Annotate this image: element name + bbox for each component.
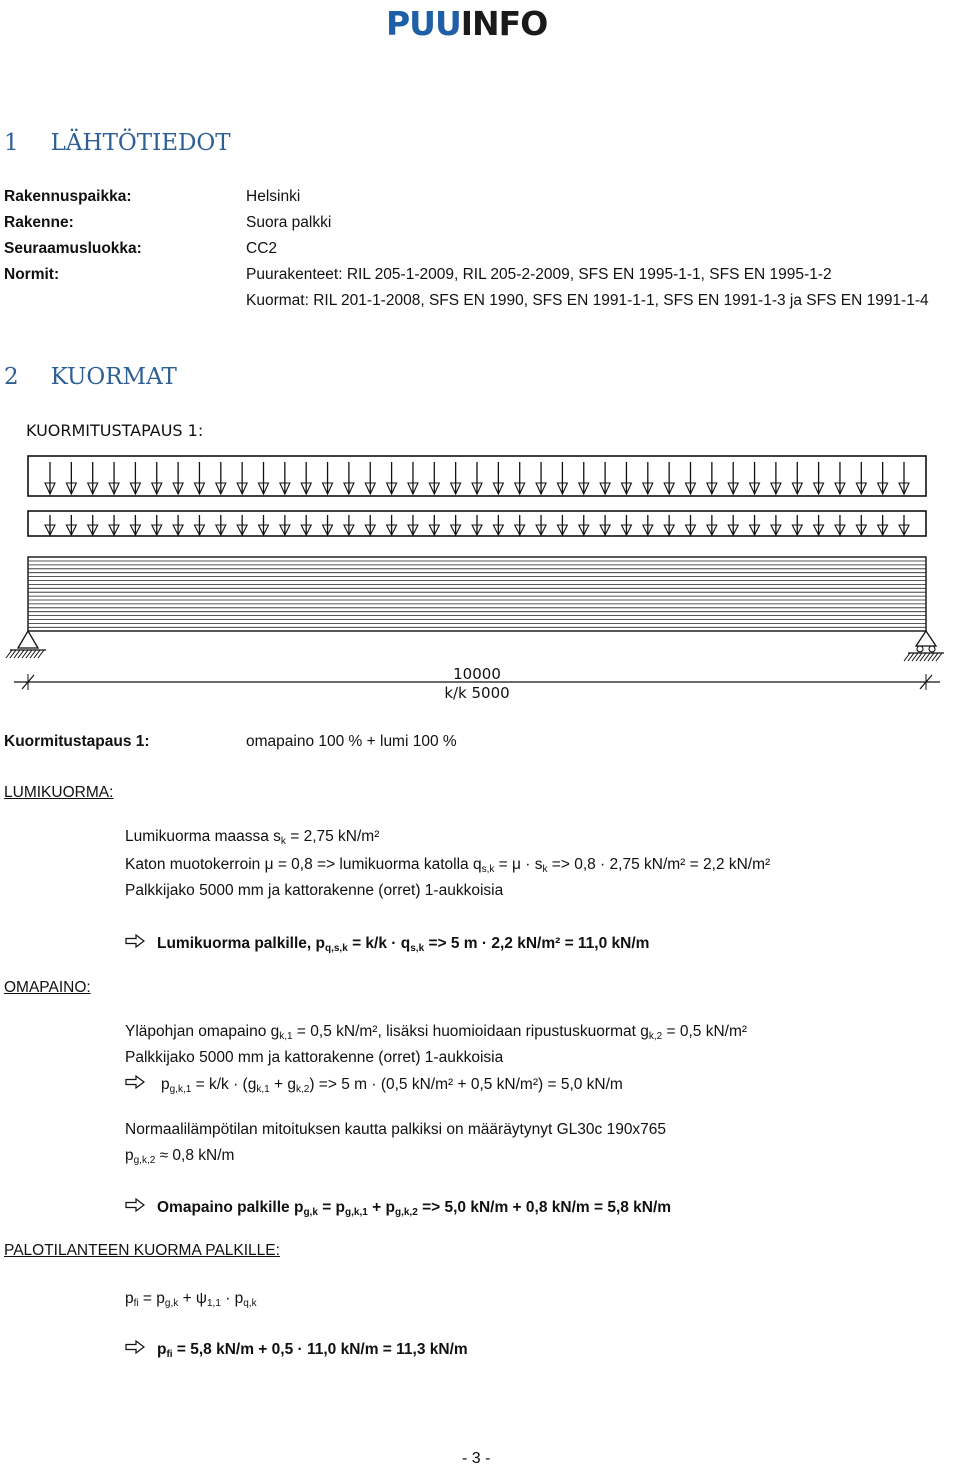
snow-load-arrow: [899, 462, 909, 494]
dead-load-arrow: [152, 515, 162, 535]
snow-load-arrow: [408, 462, 418, 494]
snow-roof-line: Katon muotokerroin μ = 0,8 => lumikuorma katolla $q_{s,k} = \mu \cdot s_k => 0,8 \cdot 2,75$ kN/m² = 2,2 kN/m²: [125, 856, 771, 875]
dead-load-arrow: [130, 515, 140, 535]
dead-load-arrow: [45, 515, 55, 535]
dead-load-arrow: [387, 515, 397, 535]
dead-load-arrow: [707, 515, 717, 535]
snow-heading: LUMIKUORMA:: [4, 784, 114, 801]
snow-load-arrow: [686, 462, 696, 494]
dead-load-arrow: [600, 515, 610, 535]
dead-load-arrow: [557, 515, 567, 535]
section-1-heading: [4, 130, 231, 156]
snow-load-arrow: [259, 462, 269, 494]
snow-load-arrow: [216, 462, 226, 494]
dead-load-arrow: [792, 515, 802, 535]
dead-spacing-line: Palkkijako 5000 mm ja kattorakenne (orret) 1-aukkoisia: [125, 1049, 504, 1066]
snow-load-arrow: [643, 462, 653, 494]
snow-load-arrow: [515, 462, 525, 494]
snow-load-arrow: [429, 462, 439, 494]
snow-load-arrow: [88, 462, 98, 494]
span-label: 10000: [453, 665, 501, 683]
dead-load-arrow: [323, 515, 333, 535]
info-label: Rakenne:: [4, 214, 74, 231]
snow-load-arrow: [194, 462, 204, 494]
info-value-continued: Kuormat: RIL 201-1-2008, SFS EN 1990, SFS EN 1991-1-1, SFS EN 1991-1-3 ja SFS EN 1991-1-4: [246, 292, 929, 309]
snow-load-arrow: [878, 462, 888, 494]
snow-load-arrow: [130, 462, 140, 494]
section-number: 1: [4, 130, 19, 156]
info-value: Puurakenteet: RIL 205-1-2009, RIL 205-2-2009, SFS EN 1995-1-1, SFS EN 1995-1-2: [246, 266, 832, 283]
dead-load-arrow: [237, 515, 247, 535]
section-title: LÄHTÖTIEDOT: [50, 130, 231, 156]
snow-load-arrow: [557, 462, 567, 494]
snow-load-arrow: [536, 462, 546, 494]
dead-load-arrow: [344, 515, 354, 535]
snow-load-arrow: [579, 462, 589, 494]
dead-load-arrow: [621, 515, 631, 535]
snow-spacing-line: Palkkijako 5000 mm ja kattorakenne (orret) 1-aukkoisia: [125, 882, 504, 899]
snow-load-arrow: [856, 462, 866, 494]
snow-load-arrow: [280, 462, 290, 494]
beam-selfweight-line: $p_{g,k,2} \approx 0,8$ kN/m: [125, 1147, 235, 1166]
dead-load-arrow: [728, 515, 738, 535]
info-value: CC2: [246, 240, 278, 257]
drawing-case-title: KUORMITUSTAPAUS 1:: [26, 421, 204, 440]
dead-load-arrow: [686, 515, 696, 535]
dead-load-arrow: [664, 515, 674, 535]
dead-load-arrow: [878, 515, 888, 535]
snow-ground-line: Lumikuorma maassa $s_k = 2,75$ kN/m²: [125, 828, 380, 847]
dead-load-arrow: [301, 515, 311, 535]
fire-heading: PALOTILANTEEN KUORMA PALKILLE:: [4, 1242, 280, 1259]
result-arrow-icon: [125, 1340, 151, 1359]
load-case-value: omapaino 100 % + lumi 100 %: [246, 733, 457, 750]
section-2-heading: [4, 364, 177, 390]
dead-load-arrow: [899, 515, 909, 535]
info-label: Normit:: [4, 266, 60, 283]
info-value: Suora palkki: [246, 214, 332, 231]
snow-load-arrow: [472, 462, 482, 494]
left-support: [6, 631, 46, 658]
info-value: Helsinki: [246, 188, 301, 205]
info-label: Rakennuspaikka:: [4, 188, 132, 205]
info-label: Seuraamusluokka:: [4, 240, 142, 257]
spacing-label: k/k 5000: [444, 684, 510, 702]
snow-load-arrow: [451, 462, 461, 494]
snow-load-arrow: [109, 462, 119, 494]
snow-load-arrow: [792, 462, 802, 494]
dead-load-band: [28, 511, 926, 536]
load-case-drawing: [0, 412, 960, 707]
dead-load-arrow: [109, 515, 119, 535]
dead-load-arrow: [216, 515, 226, 535]
beam-size-line: Normaalilämpötilan mitoituksen kautta palkiksi on määräytynyt GL30c 190x765: [125, 1121, 667, 1138]
fire-result: $p_{fi} = 5,8$ kN/m + 0,5 · 11,0 kN/m = 11,3 kN/m: [125, 1340, 468, 1359]
dead-load-arrow: [515, 515, 525, 535]
snow-result: Lumikuorma palkille, $p_{q,s,k} = k/k \cdot q_{s,k} => 5$ m · 2,2 kN/m² = 11,0 kN/m: [125, 934, 649, 953]
snow-load-arrow: [237, 462, 247, 494]
puuinfo-logo: PUUINFO: [386, 4, 548, 43]
snow-load-arrow: [621, 462, 631, 494]
result-arrow-icon: [125, 1198, 151, 1217]
dead-load-arrow: [579, 515, 589, 535]
snow-load-arrow: [493, 462, 503, 494]
glulam-beam: [28, 557, 926, 631]
snow-load-arrow: [152, 462, 162, 494]
dead-load-arrow: [493, 515, 503, 535]
dead-load-arrow: [280, 515, 290, 535]
dead-load-arrow: [66, 515, 76, 535]
dead-roof-line: Yläpohjan omapaino $g_{k,1} = 0,5$ kN/m², lisäksi huomioidaan ripustuskuormat $g_{k,2} = 0,5$ kN/m²: [125, 1023, 748, 1042]
dead-load-arrow: [88, 515, 98, 535]
load-case-label: Kuormitustapaus 1:: [4, 733, 150, 750]
dead-load-arrow: [365, 515, 375, 535]
dead-heading: OMAPAINO:: [4, 979, 91, 996]
snow-load-arrow: [387, 462, 397, 494]
page-number: - 3 -: [462, 1450, 491, 1467]
snow-load-arrow: [835, 462, 845, 494]
dead-load-arrow: [259, 515, 269, 535]
section-title: KUORMAT: [50, 364, 177, 390]
result-arrow-icon: [125, 934, 151, 953]
right-support: [904, 631, 944, 661]
snow-load-arrow: [323, 462, 333, 494]
snow-load-arrow: [600, 462, 610, 494]
dead-load-arrow: [194, 515, 204, 535]
dead-load-arrow: [451, 515, 461, 535]
dead-load-arrow: [536, 515, 546, 535]
fire-formula: $p_{fi} = p_{g,k} + \psi_{1,1} \cdot p_{q,k}$: [125, 1290, 257, 1309]
snow-load-arrow: [301, 462, 311, 494]
snow-load-arrow: [814, 462, 824, 494]
snow-load-arrow: [707, 462, 717, 494]
dead-load-arrow: [835, 515, 845, 535]
result-arrow-icon: [125, 1075, 151, 1094]
dead-load-arrow: [408, 515, 418, 535]
dead-load-arrow: [771, 515, 781, 535]
dead-load-arrow: [472, 515, 482, 535]
snow-load-arrow: [173, 462, 183, 494]
snow-load-band: [28, 456, 926, 496]
snow-load-arrow: [45, 462, 55, 494]
dead-load-arrow: [643, 515, 653, 535]
snow-load-arrow: [664, 462, 674, 494]
dead-load-arrow: [814, 515, 824, 535]
snow-load-arrow: [66, 462, 76, 494]
snow-load-arrow: [728, 462, 738, 494]
dead-load-arrow: [750, 515, 760, 535]
dead-result: Omapaino palkille $p_{g,k} = p_{g,k,1} + p_{g,k,2} => 5,0$ kN/m + 0,8 kN/m = 5,8 kN/m: [125, 1198, 671, 1217]
snow-load-arrow: [344, 462, 354, 494]
section-number: 2: [4, 364, 19, 390]
dead-load-arrow: [173, 515, 183, 535]
snow-load-arrow: [771, 462, 781, 494]
dead-load-arrow: [856, 515, 866, 535]
dead-line-load: $p_{g,k,1} = k/k \cdot (g_{k,1} + g_{k,2}) => 5$ m · (0,5 kN/m² + 0,5 kN/m²) = 5,0 kN/m: [125, 1075, 623, 1094]
snow-load-arrow: [365, 462, 375, 494]
snow-load-arrow: [750, 462, 760, 494]
dead-load-arrow: [429, 515, 439, 535]
